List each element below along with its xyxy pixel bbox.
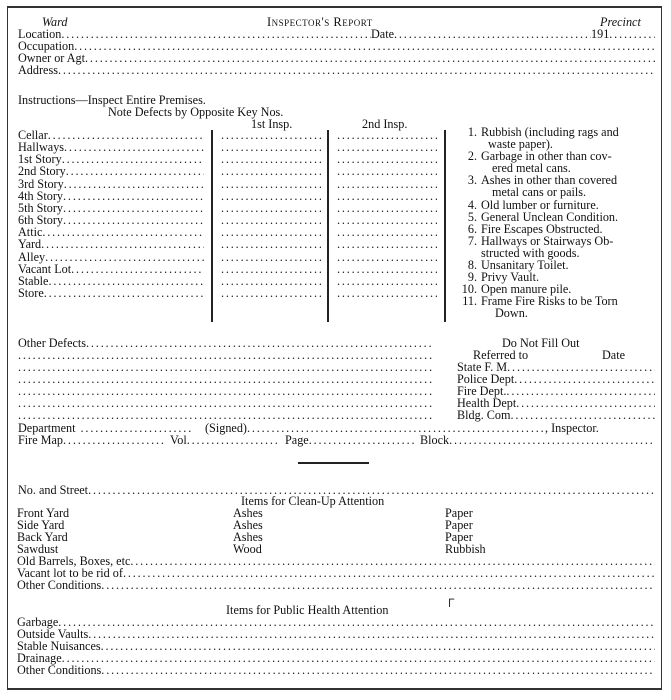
do-not-fill-out-heading: Do Not Fill Out: [502, 336, 580, 350]
instructions-line-1: Instructions—Inspect Entire Premises.: [18, 93, 206, 107]
first-insp-cell[interactable]: [221, 141, 321, 153]
health-line-outside-vaults[interactable]: [17, 628, 655, 640]
other-defects-blank-line[interactable]: [18, 385, 432, 397]
cleanup-line-old-barrels-boxes-etc-label: Old Barrels, Boxes, etc: [17, 554, 131, 568]
cleanup-item-a[interactable]: Ashes: [233, 518, 263, 533]
area-row-1st-story-label: 1st Story: [18, 152, 62, 167]
health-line-other-conditions-label: Other Conditions: [17, 663, 102, 678]
first-insp-cell[interactable]: [221, 202, 321, 214]
key-text: Old lumber or furniture.: [481, 197, 599, 212]
block-field[interactable]: [420, 434, 655, 446]
key-number: 9.: [467, 270, 477, 285]
date-label: Date: [371, 27, 395, 41]
key-number: 2.: [467, 149, 477, 164]
page-field[interactable]: [285, 434, 415, 446]
cleanup-item-a[interactable]: Ashes: [233, 506, 263, 520]
second-insp-cell[interactable]: [337, 287, 437, 299]
second-insp-cell[interactable]: [337, 165, 437, 177]
precinct-label: Precinct: [600, 15, 641, 29]
owner-label: Owner or Agt: [18, 51, 86, 65]
area-row-6th-story[interactable]: [18, 214, 204, 226]
cleanup-item-b[interactable]: Paper: [445, 530, 473, 545]
area-row-2nd-story-label: 2nd Story: [18, 164, 66, 179]
cleanup-area[interactable]: Back Yard: [17, 530, 68, 545]
area-row-stable-label: Stable: [18, 273, 49, 288]
first-insp-cell[interactable]: [221, 153, 321, 165]
key-text: General Unclean Condition.: [481, 209, 619, 224]
year-prefix: 191: [591, 27, 610, 41]
key-text: Garbage in other than cov-: [481, 149, 612, 164]
cleanup-item-b[interactable]: Paper: [445, 506, 473, 520]
key-text: Open manure pile.: [481, 282, 572, 297]
cleanup-line-other-conditions[interactable]: [17, 579, 655, 591]
form-title: Inspector's Report: [267, 15, 373, 29]
health-line-garbage[interactable]: [17, 616, 655, 628]
occupation-field[interactable]: [18, 40, 655, 52]
health-line-drainage[interactable]: [17, 652, 655, 664]
other-defects-blank-line[interactable]: [18, 349, 432, 361]
area-row-attic[interactable]: [18, 226, 204, 238]
area-row-alley-label: Alley: [18, 249, 46, 264]
referral-fire-dept--label: Fire Dept.: [457, 384, 507, 398]
second-insp-cell[interactable]: [337, 190, 437, 202]
area-row-3rd-story[interactable]: [18, 178, 204, 190]
date-field[interactable]: [371, 28, 591, 40]
first-insp-cell[interactable]: [221, 190, 321, 202]
cleanup-line-vacant-lot-to-be-rid-of-label: Vacant lot to be rid of: [17, 566, 123, 581]
key-text: metal cans or pails.: [492, 185, 587, 200]
fire-map-field[interactable]: [18, 434, 165, 446]
area-row-stable[interactable]: [18, 275, 204, 287]
referral-bldg-com[interactable]: [457, 409, 655, 421]
second-insp-cell[interactable]: [337, 238, 437, 250]
address-label: Address: [18, 63, 58, 77]
key-text: waste paper).: [488, 137, 553, 152]
health-line-stable-nuisances-label: Stable Nuisances: [17, 639, 101, 654]
cleanup-line-other-conditions-label: Other Conditions: [17, 578, 102, 593]
vol-label: Vol: [170, 433, 187, 447]
occupation-label: Occupation: [18, 39, 75, 53]
health-line-other-conditions[interactable]: [17, 664, 655, 676]
first-insp-cell[interactable]: [221, 287, 321, 299]
key-text: Rubbish (including rags and: [481, 125, 619, 139]
other-defects-label: Other Defects: [18, 336, 87, 350]
other-defects-field[interactable]: [18, 337, 432, 349]
key-text: Privy Vault.: [481, 270, 540, 285]
area-row-hallways-label: Hallways: [18, 140, 65, 155]
key-number: 11.: [462, 294, 477, 309]
second-insp-cell[interactable]: [337, 129, 437, 141]
first-insp-cell[interactable]: [221, 238, 321, 250]
key-number: 4.: [467, 197, 477, 212]
vol-field[interactable]: [170, 434, 280, 446]
area-row-store[interactable]: [18, 287, 204, 299]
key-number: 10.: [461, 282, 477, 297]
signed-field[interactable]: [205, 422, 545, 434]
area-row-5th-story-label: 5th Story: [18, 200, 64, 215]
second-insp-cell[interactable]: [337, 153, 437, 165]
second-inspection-header: 2nd Insp.: [362, 117, 408, 131]
key-number: 3.: [467, 173, 477, 188]
key-text: structed with goods.: [481, 245, 580, 260]
area-row-store-label: Store: [18, 285, 44, 300]
year-field[interactable]: [591, 28, 655, 40]
key-text: Ashes in other than covered: [481, 173, 618, 188]
other-defects-blank-line[interactable]: [18, 373, 432, 385]
referral-health-dept-label: Health Dept: [457, 396, 517, 410]
second-insp-cell[interactable]: [337, 141, 437, 153]
page-label: Page: [285, 433, 309, 447]
divider-3: [444, 130, 446, 322]
key-text: Frame Fire Risks to be Torn: [481, 294, 618, 309]
inspector-suffix: , Inspector.: [545, 421, 599, 435]
ward-label: Ward: [42, 15, 68, 29]
stray-mark-icon: ┌: [445, 591, 455, 606]
second-insp-cell[interactable]: [337, 263, 437, 275]
key-number: 5.: [467, 209, 477, 224]
section-separator: [298, 462, 369, 464]
second-insp-cell[interactable]: [337, 214, 437, 226]
signed-label: (Signed): [205, 421, 247, 435]
first-insp-cell[interactable]: [221, 178, 321, 190]
first-insp-cell[interactable]: [221, 263, 321, 275]
fire-map-label: Fire Map: [18, 433, 64, 447]
referral-police-dept-label: Police Dept: [457, 372, 515, 386]
health-line-drainage-label: Drainage: [17, 651, 62, 666]
area-row-vacant-lot-label: Vacant Lot: [18, 261, 72, 276]
cleanup-item-b[interactable]: Paper: [445, 518, 473, 533]
first-insp-cell[interactable]: [221, 275, 321, 287]
key-item: [458, 174, 617, 198]
referral-date-header: Date: [602, 348, 626, 362]
key-number: 8.: [467, 258, 477, 273]
public-health-heading: Items for Public Health Attention: [226, 603, 389, 617]
referred-to-header: Referred to: [473, 348, 529, 362]
second-insp-cell[interactable]: [337, 251, 437, 263]
referral-state-f-m-label: State F. M: [457, 360, 508, 374]
second-insp-cell[interactable]: [337, 226, 437, 238]
divider-1: [211, 130, 213, 322]
key-text: ered metal cans.: [492, 161, 571, 176]
key-item: [458, 126, 619, 150]
referral-bldg-com-label: Bldg. Com: [457, 408, 511, 422]
first-insp-cell[interactable]: [221, 165, 321, 177]
key-item: [458, 150, 612, 174]
area-row-6th-story-label: 6th Story: [18, 213, 64, 228]
area-row-vacant-lot[interactable]: [18, 263, 204, 275]
second-insp-cell[interactable]: [337, 178, 437, 190]
owner-field[interactable]: [18, 52, 655, 64]
area-row-yard-label: Yard: [18, 237, 42, 252]
area-row-cellar-label: Cellar: [18, 128, 48, 142]
key-number: 1.: [467, 125, 477, 139]
first-insp-cell[interactable]: [221, 251, 321, 263]
other-defects-blank-line[interactable]: [18, 397, 432, 409]
cleanup-heading: Items for Clean-Up Attention: [241, 494, 385, 508]
department-label: Department: [18, 421, 76, 435]
key-text: Fire Escapes Obstructed.: [481, 221, 603, 236]
health-line-outside-vaults-label: Outside Vaults: [17, 627, 89, 642]
key-number: 6.: [467, 221, 477, 236]
key-text: Down.: [495, 306, 528, 321]
key-text: Hallways or Stairways Ob-: [481, 233, 614, 248]
first-insp-cell[interactable]: [221, 129, 321, 141]
cleanup-line-vacant-lot-to-be-rid-of[interactable]: [17, 567, 655, 579]
cleanup-area[interactable]: Sawdust: [17, 542, 59, 557]
area-row-attic-label: Attic: [18, 225, 43, 240]
first-insp-cell[interactable]: [221, 226, 321, 238]
location-label: Location: [18, 27, 62, 41]
area-row-3rd-story-label: 3rd Story: [18, 176, 64, 191]
first-insp-cell[interactable]: [221, 214, 321, 226]
cleanup-area[interactable]: Side Yard: [17, 518, 65, 533]
instructions-line-2: Note Defects by Opposite Key Nos.: [108, 105, 284, 119]
area-row-alley[interactable]: [18, 251, 204, 263]
second-insp-cell[interactable]: [337, 202, 437, 214]
area-row-2nd-story[interactable]: [18, 165, 204, 177]
key-number: 7.: [467, 233, 477, 248]
other-defects-blank-line[interactable]: [18, 361, 432, 373]
area-row-yard[interactable]: [18, 238, 204, 250]
area-row-4th-story-label: 4th Story: [18, 188, 64, 203]
second-insp-cell[interactable]: [337, 275, 437, 287]
street-label: No. and Street: [18, 483, 89, 497]
health-line-garbage-label: Garbage: [17, 615, 59, 629]
divider-2: [327, 130, 329, 322]
cleanup-item-b[interactable]: Rubbish: [445, 542, 486, 557]
address-field[interactable]: [18, 64, 655, 76]
cleanup-area[interactable]: Front Yard: [17, 506, 70, 520]
key-text: Unsanitary Toilet.: [481, 258, 569, 273]
block-label: Block: [420, 433, 450, 447]
health-line-stable-nuisances[interactable]: [17, 640, 655, 652]
cleanup-item-a[interactable]: Ashes: [233, 530, 263, 545]
key-item: [458, 235, 613, 259]
first-inspection-header: 1st Insp.: [251, 117, 293, 131]
key-item: [458, 295, 618, 319]
other-defects-blank-line[interactable]: [18, 409, 432, 421]
cleanup-item-a[interactable]: Wood: [233, 542, 262, 557]
